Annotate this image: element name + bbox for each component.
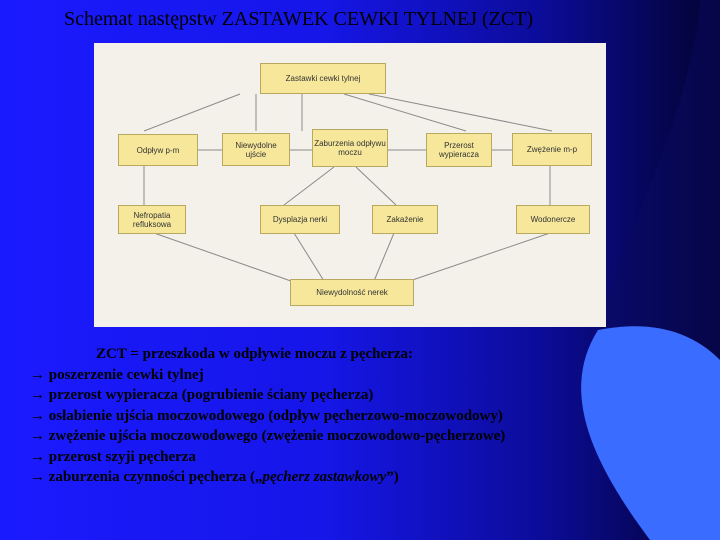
- node-zaburzenia-odplywu: Zaburzenia odpływu moczu: [312, 129, 388, 167]
- node-niewydolne-ujscie: Niewydolne ujście: [222, 133, 290, 166]
- node-niewydolnosc-nerek: Niewydolność nerek: [290, 279, 414, 306]
- description-text: [30, 344, 710, 488]
- slide-title: Schemat następstw ZASTAWEK CEWKI TYLNEJ (ZCT): [64, 8, 534, 30]
- list-item: → zwężenie ujścia moczowodowego (zwężenie moczowodowo-pęcherzowe): [30, 428, 506, 444]
- node-zakazenie: Zakażenie: [372, 205, 438, 234]
- node-zastawki: Zastawki cewki tylnej: [260, 63, 386, 94]
- last-italic: pęcherz zastawkowy: [262, 469, 387, 485]
- last-suffix: ”): [386, 469, 399, 485]
- node-wodonercze: Wodonercze: [516, 205, 590, 234]
- list-item: → przerost wypieracza (pogrubienie ściany pęcherza): [30, 387, 374, 403]
- list-item: → osłabienie ujścia moczowodowego (odpływ pęcherzowo-moczowodowy): [30, 407, 503, 424]
- node-dysplazja: Dysplazja nerki: [260, 205, 340, 234]
- node-zwezenie: Zwężenie m-p: [512, 133, 592, 166]
- flow-diagram: [94, 43, 606, 327]
- lead-line: ZCT = przeszkoda w odpływie moczu z pęcherza:: [96, 346, 413, 362]
- node-przerost-wypieracza: Przerost wypieracza: [426, 133, 492, 167]
- list-item: → przerost szyji pęcherza: [30, 448, 196, 465]
- list-item-last: [30, 467, 710, 488]
- list-item: → poszerzenie cewki tylnej: [30, 366, 204, 383]
- last-prefix: → zaburzenia czynności pęcherza („: [30, 469, 263, 485]
- node-odplyw: Odpływ p-m: [118, 134, 198, 166]
- node-nefropatia: Nefropatia refluksowa: [118, 205, 186, 234]
